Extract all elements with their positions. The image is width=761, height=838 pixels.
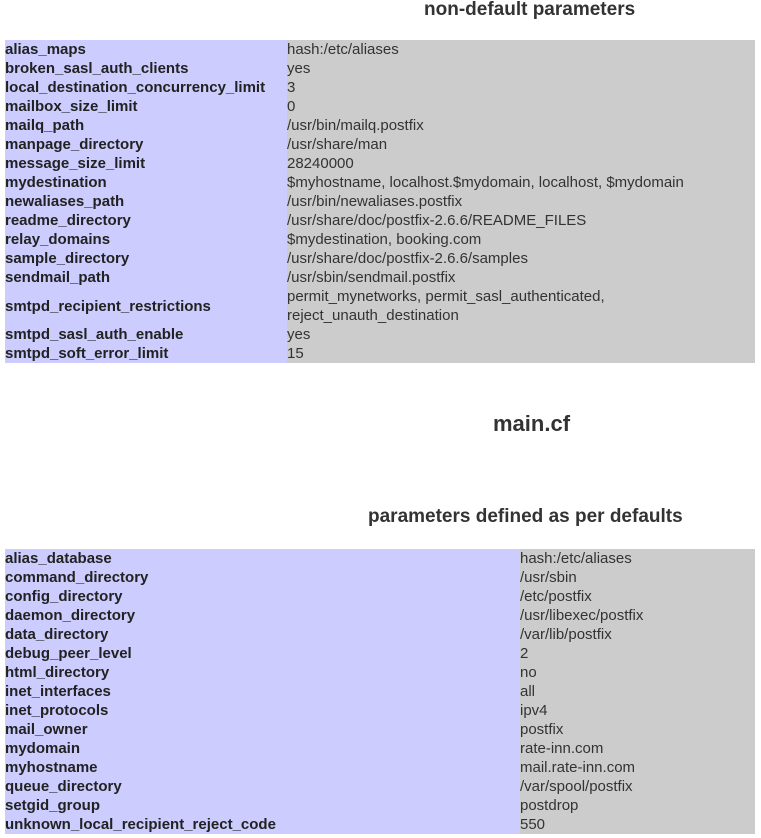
nondefault-parameters-heading: non-default parameters bbox=[424, 0, 636, 20]
parameter-name: newaliases_path bbox=[5, 192, 287, 211]
table-row bbox=[5, 192, 755, 211]
parameter-value: /usr/share/doc/postfix-2.6.6/README_FILES bbox=[287, 211, 755, 230]
parameter-name: myhostname bbox=[5, 758, 520, 777]
parameter-value: /usr/share/man bbox=[287, 135, 755, 154]
parameter-name: daemon_directory bbox=[5, 606, 520, 625]
parameter-name: html_directory bbox=[5, 663, 520, 682]
parameter-name: mailq_path bbox=[5, 116, 287, 135]
parameter-name: readme_directory bbox=[5, 211, 287, 230]
parameter-value: hash:/etc/aliases bbox=[520, 549, 755, 568]
table-row bbox=[5, 720, 755, 739]
parameter-name: command_directory bbox=[5, 568, 520, 587]
nondefault-parameters-table bbox=[5, 40, 755, 363]
table-row bbox=[5, 549, 755, 568]
parameter-name: alias_database bbox=[5, 549, 520, 568]
parameter-value: yes bbox=[287, 59, 755, 78]
default-parameters-heading: parameters defined as per defaults bbox=[368, 506, 683, 527]
table-row bbox=[5, 701, 755, 720]
parameter-value: /var/lib/postfix bbox=[520, 625, 755, 644]
parameter-value: ipv4 bbox=[520, 701, 755, 720]
parameter-name: inet_protocols bbox=[5, 701, 520, 720]
parameter-value: /usr/sbin/sendmail.postfix bbox=[287, 268, 755, 287]
parameter-value: $myhostname, localhost.$mydomain, localhost, $mydomain bbox=[287, 173, 755, 192]
parameter-value: /etc/postfix bbox=[520, 587, 755, 606]
parameter-value: rate-inn.com bbox=[520, 739, 755, 758]
table-row bbox=[5, 78, 755, 97]
table-row bbox=[5, 682, 755, 701]
table-row bbox=[5, 758, 755, 777]
parameter-name: relay_domains bbox=[5, 230, 287, 249]
table-row bbox=[5, 287, 755, 325]
parameter-name: debug_peer_level bbox=[5, 644, 520, 663]
parameter-name: smtpd_recipient_restrictions bbox=[5, 287, 287, 325]
table-row bbox=[5, 587, 755, 606]
parameter-name: local_destination_concurrency_limit bbox=[5, 78, 287, 97]
parameter-value: 550 bbox=[520, 815, 755, 834]
parameter-name: config_directory bbox=[5, 587, 520, 606]
table-row bbox=[5, 173, 755, 192]
table-row bbox=[5, 606, 755, 625]
parameter-name: mydestination bbox=[5, 173, 287, 192]
table-row bbox=[5, 249, 755, 268]
table-row bbox=[5, 344, 755, 363]
table-row bbox=[5, 40, 755, 59]
table-row bbox=[5, 268, 755, 287]
parameter-name: alias_maps bbox=[5, 40, 287, 59]
default-parameters-table bbox=[5, 549, 755, 834]
parameter-name: sample_directory bbox=[5, 249, 287, 268]
parameter-value: all bbox=[520, 682, 755, 701]
parameter-name: broken_sasl_auth_clients bbox=[5, 59, 287, 78]
parameter-value: hash:/etc/aliases bbox=[287, 40, 755, 59]
table-row bbox=[5, 625, 755, 644]
parameter-value: 3 bbox=[287, 78, 755, 97]
parameter-value: /usr/sbin bbox=[520, 568, 755, 587]
table-row bbox=[5, 325, 755, 344]
parameter-value: 28240000 bbox=[287, 154, 755, 173]
parameter-value: permit_mynetworks, permit_sasl_authenticated, reject_unauth_destination bbox=[287, 287, 755, 325]
parameter-name: smtpd_soft_error_limit bbox=[5, 344, 287, 363]
table-row bbox=[5, 815, 755, 834]
table-row bbox=[5, 97, 755, 116]
table-row bbox=[5, 663, 755, 682]
parameter-name: inet_interfaces bbox=[5, 682, 520, 701]
parameter-name: mydomain bbox=[5, 739, 520, 758]
parameter-value: /usr/bin/newaliases.postfix bbox=[287, 192, 755, 211]
parameter-name: mailbox_size_limit bbox=[5, 97, 287, 116]
parameter-name: queue_directory bbox=[5, 777, 520, 796]
parameter-value: yes bbox=[287, 325, 755, 344]
parameter-name: mail_owner bbox=[5, 720, 520, 739]
table-row bbox=[5, 230, 755, 249]
table-row bbox=[5, 59, 755, 78]
table-row bbox=[5, 796, 755, 815]
parameter-name: data_directory bbox=[5, 625, 520, 644]
parameter-name: setgid_group bbox=[5, 796, 520, 815]
parameter-value: /usr/libexec/postfix bbox=[520, 606, 755, 625]
table-row bbox=[5, 116, 755, 135]
parameter-value: no bbox=[520, 663, 755, 682]
parameter-value: /var/spool/postfix bbox=[520, 777, 755, 796]
table-row bbox=[5, 739, 755, 758]
parameter-value: 0 bbox=[287, 97, 755, 116]
parameter-value: 2 bbox=[520, 644, 755, 663]
parameter-value: postdrop bbox=[520, 796, 755, 815]
parameter-value: /usr/bin/mailq.postfix bbox=[287, 116, 755, 135]
table-row bbox=[5, 135, 755, 154]
parameter-name: smtpd_sasl_auth_enable bbox=[5, 325, 287, 344]
parameter-name: sendmail_path bbox=[5, 268, 287, 287]
main-cf-heading: main.cf bbox=[493, 411, 571, 436]
table-row bbox=[5, 644, 755, 663]
parameter-value: $mydestination, booking.com bbox=[287, 230, 755, 249]
parameter-value: mail.rate-inn.com bbox=[520, 758, 755, 777]
table-row bbox=[5, 777, 755, 796]
parameter-name: manpage_directory bbox=[5, 135, 287, 154]
table-row bbox=[5, 154, 755, 173]
parameter-name: message_size_limit bbox=[5, 154, 287, 173]
parameter-value: 15 bbox=[287, 344, 755, 363]
table-row bbox=[5, 568, 755, 587]
parameter-name: unknown_local_recipient_reject_code bbox=[5, 815, 520, 834]
table-row bbox=[5, 211, 755, 230]
parameter-value: /usr/share/doc/postfix-2.6.6/samples bbox=[287, 249, 755, 268]
parameter-value: postfix bbox=[520, 720, 755, 739]
